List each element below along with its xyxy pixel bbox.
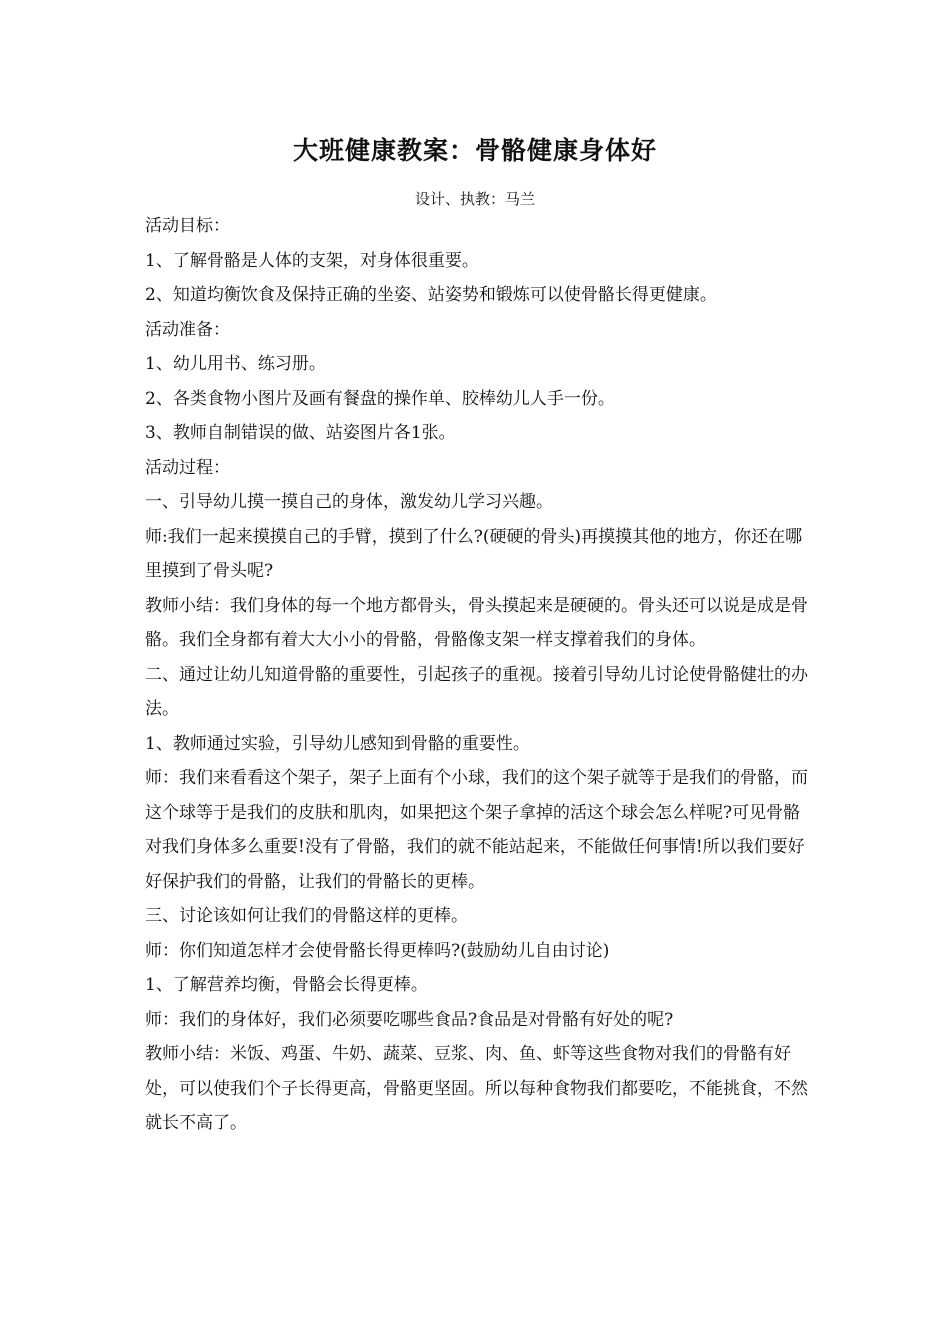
paragraph: 师：我们的身体好，我们必须要吃哪些食品?食品是对骨骼有好处的呢? <box>145 1009 674 1030</box>
paragraph: 活动过程： <box>145 457 230 478</box>
paragraph: 1、幼儿用书、练习册。 <box>145 354 326 374</box>
paragraph: 活动准备： <box>145 319 230 340</box>
paragraph: 三、讨论该如何让我们的骨骼这样的更棒。 <box>145 906 468 926</box>
paragraph: 1、了解骨骼是人体的支架，对身体很重要。 <box>145 250 479 271</box>
paragraph: 2、知道均衡饮食及保持正确的坐姿、站姿势和锻炼可以使骨骼长得更健康。 <box>145 285 717 305</box>
paragraph: 一、引导幼儿摸一摸自己的身体，激发幼儿学习兴趣。 <box>145 492 553 512</box>
paragraph: 1、教师通过实验，引导幼儿感知到骨骼的重要性。 <box>145 733 530 754</box>
paragraph: 师:我们一起来摸摸自己的手臂，摸到了什么?(硬硬的骨头)再摸摸其他的地方，你还在哪里摸到了骨头呢? <box>145 526 803 581</box>
paragraph: 师：你们知道怎样才会使骨骼长得更棒吗?(鼓励幼儿自由讨论) <box>145 940 610 961</box>
paragraph: 活动目标： <box>145 216 230 236</box>
document-body <box>145 209 815 1141</box>
paragraph: 1、了解营养均衡，骨骼会长得更棒。 <box>145 975 428 995</box>
paragraph: 师：我们来看看这个架子，架子上面有个小球，我们的这个架子就等于是我们的骨骼，而这个球等于是我们的皮肤和肌肉，如果把这个架子拿掉的活这个球会怎么样呢?可见骨骼对我们身体多么重要!没有了骨骼，我们的就不能站起来，不能做任何事情!所以我们要好好保护我们的骨骼，让我们的骨骼长的更棒。 <box>145 768 808 892</box>
paragraph: 教师小结：米饭、鸡蛋、牛奶、蔬菜、豆浆、肉、鱼、虾等这些食物对我们的骨骼有好处，可以使我们个子长得更高，骨骼更坚固。所以每种食物我们都要吃，不能挑食，不然就长不高了。 <box>145 1044 808 1133</box>
paragraph: 二、通过让幼儿知道骨骼的重要性，引起孩子的重视。接着引导幼儿讨论使骨骼健壮的办法。 <box>145 664 808 719</box>
document-author: 设计、执教：马兰 <box>414 190 535 208</box>
paragraph: 2、各类食物小图片及画有餐盘的操作单、胶棒幼儿人手一份。 <box>145 388 615 409</box>
paragraph: 3、教师自制错误的做、站姿图片各1张。 <box>145 423 456 443</box>
paragraph: 教师小结：我们身体的每一个地方都骨头，骨头摸起来是硬硬的。骨头还可以说是成是骨骼。我们全身都有着大大小小的骨骼，骨骼像支架一样支撑着我们的身体。 <box>145 595 808 650</box>
document-title: 大班健康教案：骨骼健康身体好 <box>292 136 657 165</box>
